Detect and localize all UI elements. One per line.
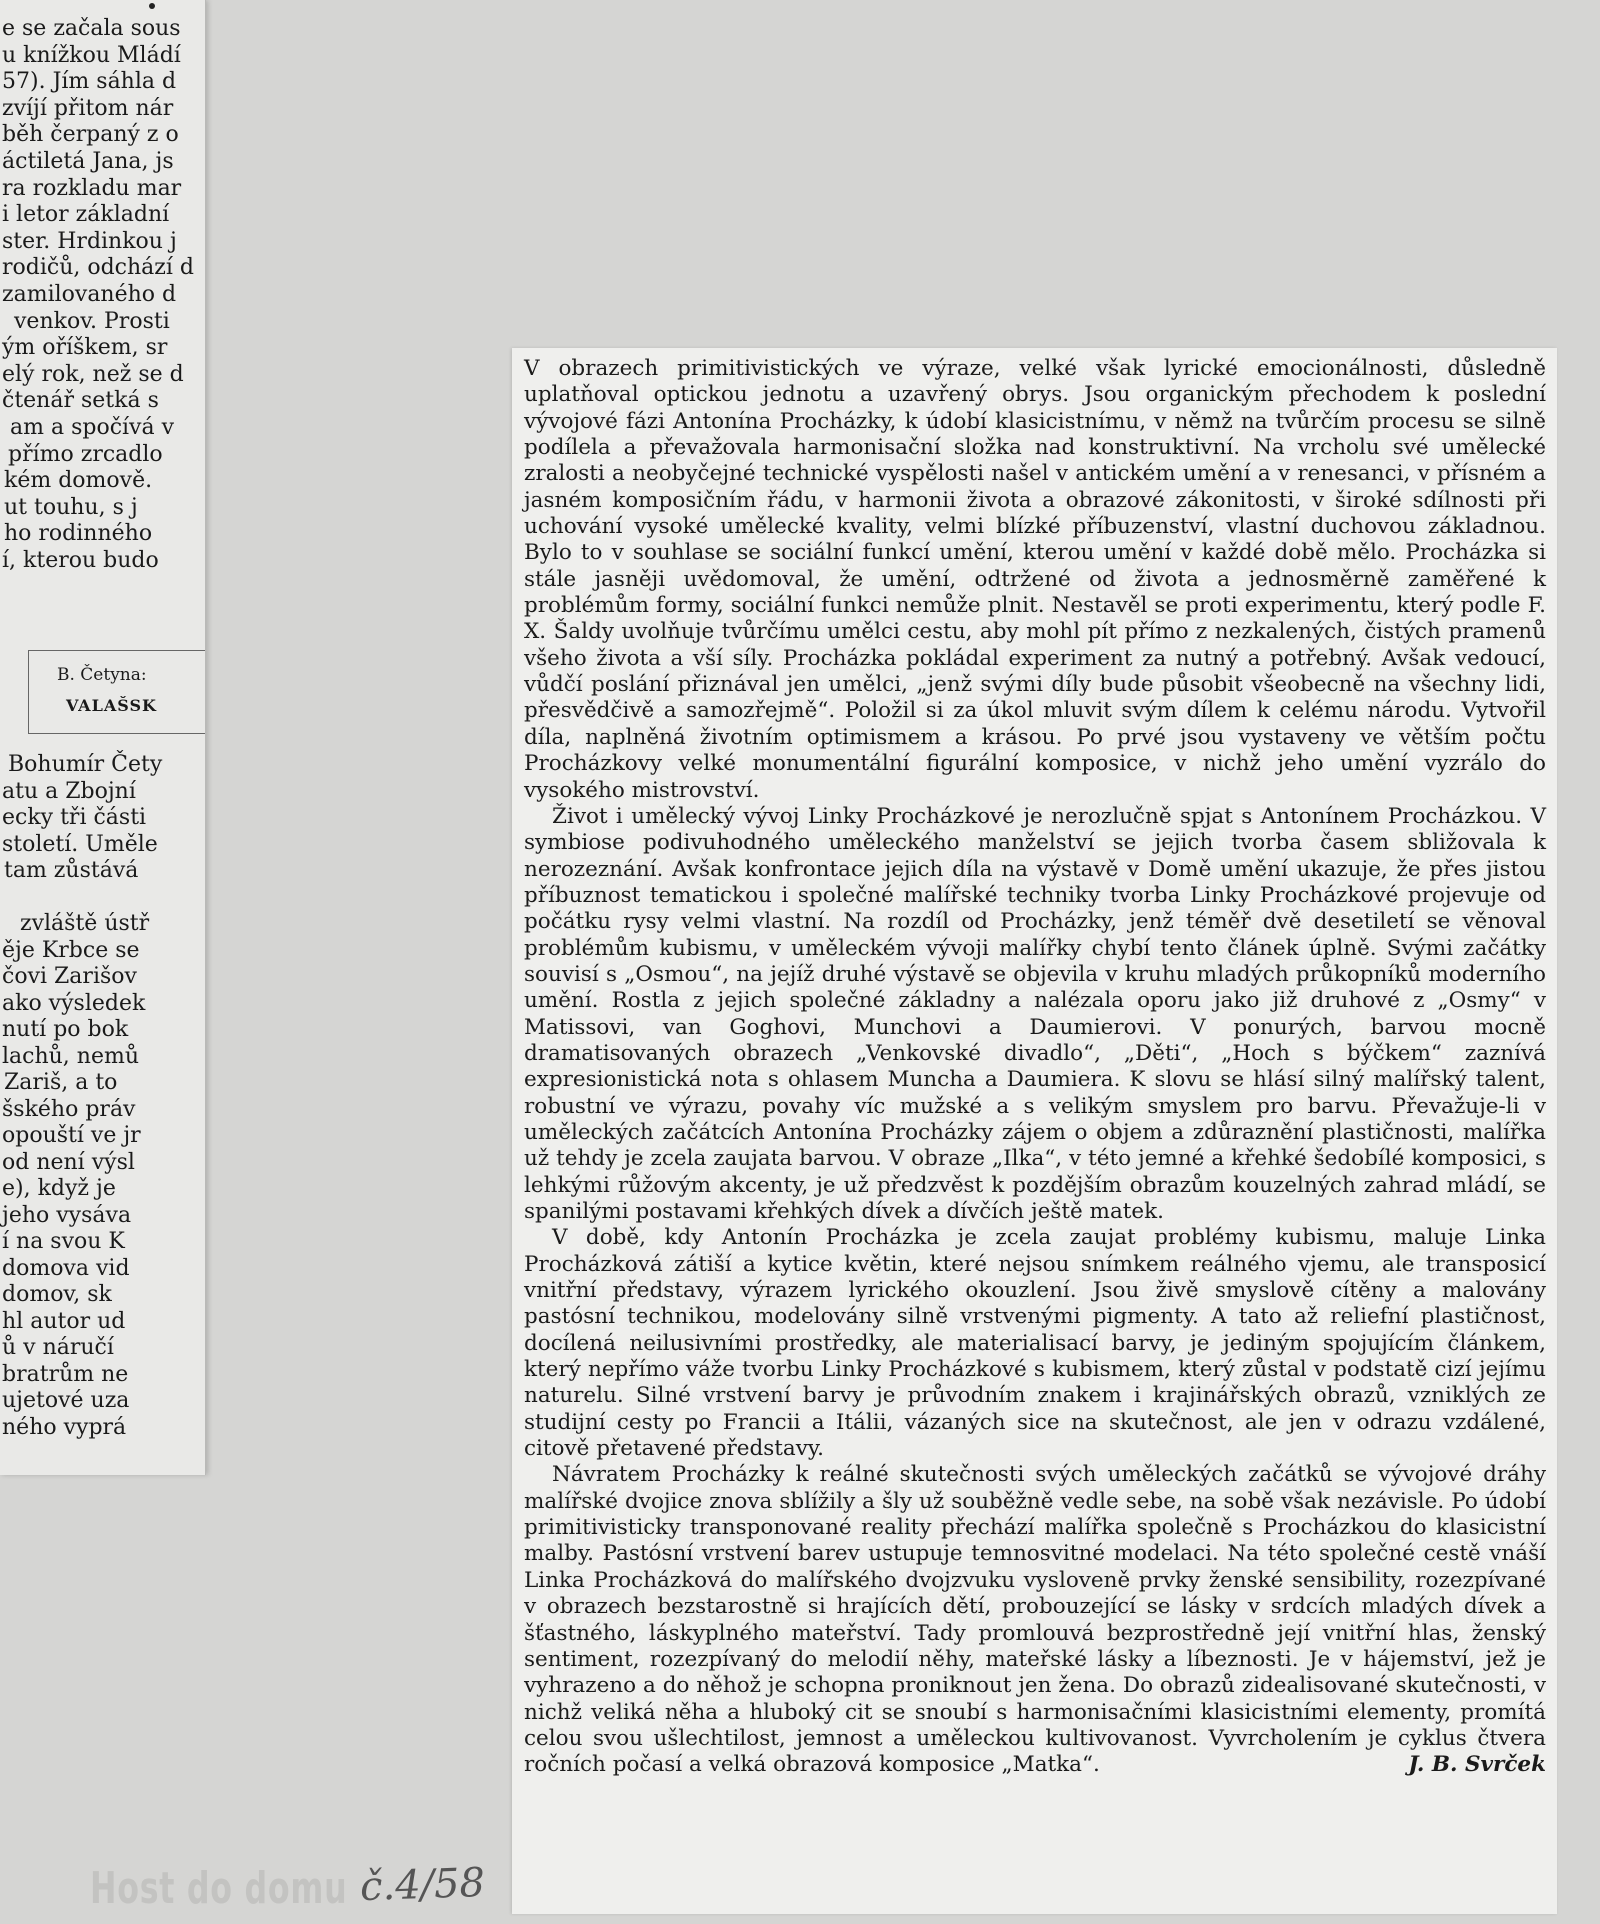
left-column-line: ster. Hrdinkou j <box>2 228 177 254</box>
left-column-line: rodičů, odchází d <box>2 255 194 281</box>
left-column-line: ujetové uza <box>2 1388 130 1413</box>
publication-stamp: Host do domu <box>90 1863 348 1914</box>
review-header-box <box>28 650 206 734</box>
article-paragraph <box>524 1462 1546 1778</box>
left-column-line: i letor základní <box>2 202 170 228</box>
left-column-line: kém domově. <box>4 468 153 494</box>
left-column-line: čovi Zarišov <box>2 964 137 989</box>
left-column-line: ěje Krbce se <box>2 937 140 963</box>
left-column-line: am a spočívá v <box>10 415 175 440</box>
left-column-line: jeho vysáva <box>2 1202 132 1228</box>
left-column-line: čtenář setká s <box>2 388 159 414</box>
left-column-line: ako výsledek <box>2 990 146 1016</box>
left-column-line: ut touhu, s j <box>4 494 138 520</box>
article-paragraph: V době, kdy Antonín Procházka je zcela zaujat problémy kubismu, maluje Linka Procházková zátiší a kytice květin, které nejsou snímkem reálného vjemu, ale transposicí vnitřní představy, výrazem lyrického okouzlení. Jsou živě smyslově cítěny a malovány pastósní technikou, modelovány silně vrstvenými pigmenty. A tato až reliefní plastičnost, docílená neilusivními prostředky, ale materialisací barvy, je jediným spojujícím článkem, který nepřímo váže tvorbu Linky Procházkové s kubismem, který zůstal v podstatě cizí jejímu naturelu. Silné vrstvení barvy je průvodním znakem i krajinářských obrazů, vzniklých ze studijní cesty po Francii a Itálii, vázaných sice na skutečnost, ale jen v odrazu vzdálené, citově přetavené představy. <box>524 1225 1546 1462</box>
ink-dot <box>149 3 155 9</box>
left-column-line: e), když je <box>2 1176 116 1201</box>
left-column-line: 57). Jím sáhla d <box>2 69 177 95</box>
left-column-line: ra rozkladu mar <box>2 175 182 201</box>
author-signature: J. B. Svrček <box>1408 1752 1546 1778</box>
handwritten-issue-note: č.4/58 <box>359 1859 486 1911</box>
left-column-line: Bohumír Čety <box>8 752 163 777</box>
left-column-line: šského práv <box>2 1096 136 1122</box>
left-column-line: hl autor ud <box>2 1308 126 1334</box>
article-final-block <box>524 1462 1546 1778</box>
left-column-line: století. Uměle <box>2 831 158 857</box>
left-column-line: elý rok, než se d <box>2 361 184 387</box>
left-column-line: ým oříškem, sr <box>2 335 168 361</box>
left-column-line: ho rodinného <box>4 521 153 547</box>
left-column-line: ného vyprá <box>2 1414 127 1440</box>
article-paragraph-text: Návratem Procházky k reálné skutečnosti svých uměleckých začátků se vývojové dráhy malířské dvojice znova sblížily a šly už souběžně vedle sebe, na sobě však nezávisle. Po údobí primitivisticky transponované reality přechází malířka společně s Procházkou do klasicistní malby. Pastósní vrstvení barev ustupuje temnosvitné modelaci. Na této společné cestě vnáší Linka Procházková do malířského dvojzvuku vysloveně prvky ženské sensibility, rozezpívané v obrazech bezstarostně si hrajících dětí, probouzející se lásky v srdcích mladých dívek a šťastného, láskyplného mateřství. Tady promlouvá bezprostředně její vnitřní hlas, ženský sentiment, rozezpívaný do melodií něhy, mateřské lásky a líbeznosti. Je v hájemství, jež je vyhrazeno a do něhož je schopna proniknout jen žena. Do obrazů zidealisované skutečnosti, v nichž veliká něha a hluboký cit se snoubí s harmonisačními klasicistními elementy, promítá celou svou ušlechtilost, jemnost a uměleckou kultivovanost. Vyvrcholením je cyklus čtvera ročních počasí a velká obrazová komposice „Matka“. <box>524 1462 1546 1778</box>
left-column-line: přímo zrcadlo <box>8 441 163 467</box>
left-column-line: nutí po bok <box>2 1017 129 1042</box>
left-column-line: bratrům ne <box>2 1361 129 1387</box>
left-column-line: í na svou K <box>2 1229 125 1254</box>
left-column-line: Zariš, a to <box>4 1070 118 1095</box>
left-column-line: domova vid <box>2 1255 130 1281</box>
left-column-line: běh čerpaný z o <box>2 122 179 148</box>
article-clipping <box>512 348 1557 1914</box>
left-column-line: e se začala sous <box>2 16 181 41</box>
review-title: VALAŠSK <box>66 696 157 715</box>
left-column-line: ů v náručí <box>2 1335 114 1360</box>
left-column-line: tam zůstává <box>4 858 139 883</box>
left-column-line: atu a Zbojní <box>2 778 136 804</box>
left-column-line: od není výsl <box>2 1149 135 1175</box>
left-column-line: venkov. Prosti <box>14 308 170 334</box>
article-paragraph: Život i umělecký vývoj Linky Procházkové je nerozlučně spjat s Antonínem Procházkou. V symbiose podivuhodného uměleckého manželství se jejich tvorba časem sbližovala k nerozeznání. Avšak konfrontace jejich díla na výstavě v Domě umění ukazuje, že přes jistou příbuznost tematickou i společné malířské techniky tvorba Linky Procházkové projevuje od počátku rysy velmi vlastní. Na rozdíl od Procházky, jenž téměř dvě desetiletí se věnoval problémům kubismu, v uměleckém vývoji malířky chybí tento článek úplně. Svými začátky souvisí s „Osmou“, na jejíž druhé výstavě se objevila v kruhu mladých průkopníků moderního umění. Rostla z jejich společné základny a nalézala oporu jako již druhové z „Osmy“ v Matissovi, van Goghovi, Munchovi a Daumierovi. V ponurých, barvou mocně dramatisovaných obrazech „Venkovské divadlo“, „Děti“, „Hoch s býčkem“ zaznívá expresionistická nota s ohlasem Muncha a Daumiera. K slovu se hlásí silný malířský talent, robustní ve výrazu, povahy víc mužské a s velikým smyslem pro barvu. Převažuje-li v uměleckých začátcích Antonína Procházky zájem o objem a zdůraznění plastičnosti, malířka už tehdy je zcela zaujata barvou. V obraze „Ilka“, v této jemné a křehké šedobílé komposici, s lehkými růžovým akcenty, je už předzvěst k pozdějším obrazům kouzelných zahrad mládí, se spanilými postavami křehkých dívek a dívčích ještě matek. <box>524 803 1546 1224</box>
left-column-line: opouští ve jr <box>2 1123 141 1148</box>
left-column-line: zvláště ústř <box>20 911 150 936</box>
left-column-line: zamilovaného d <box>2 282 177 307</box>
left-column-line: u knížkou Mládí <box>2 42 181 68</box>
review-author: B. Četyna: <box>57 665 147 685</box>
left-column-line: í, kterou budo <box>2 548 159 573</box>
left-column-line: lachů, nemů <box>2 1043 140 1069</box>
left-column-line: domov, sk <box>2 1282 112 1307</box>
left-column-line: ecky tři části <box>2 805 147 830</box>
left-column-line: áctiletá Jana, js <box>2 149 174 174</box>
article-body <box>524 356 1546 1779</box>
left-column-line: zvíjí přitom nár <box>2 95 174 121</box>
left-column-clipping <box>0 0 206 1475</box>
article-paragraph: V obrazech primitivistických ve výraze, velké však lyrické emocionálnosti, důsledně uplatňoval optickou jednotu a uzavřený obrys. Jsou organickým přechodem k poslední vývojové fázi Antonína Procházky, k údobí klasicistnímu, v němž na tvůrčím procesu se silně podílela a převažovala harmonisační složka nad konstruktivní. Na vrcholu své umělecké zralosti a neobyčejné technické vyspělosti našel v antickém umění a v renesanci, v přísném a jasném komposičním řádu, v harmonii života a obrazové zákonitosti, v široké sdílnosti při uchování vysoké umělecké kvality, velmi blízké příbuzenství, vlastní duchovou základnou. Bylo to v souhlase se sociální funkcí umění, kterou umění v každé době mělo. Procházka si stále jasněji uvědomoval, že umění, odtržené od života a jednosměrně zaměřené k problémům formy, sociální funkci nemůže plnit. Nestavěl se proti experimentu, který podle F. X. Šaldy uvolňuje tvůrčímu umělci cestu, aby mohl pít přímo z nezkalených, čistých pramenů všeho života a vší síly. Procházka pokládal experiment za nutný a potřebný. Avšak vedoucí, vůdčí poslání přiznával jen umělci, „jenž svými díly bude působit všeobecně na všechny lidi, přesvědčivě a samozřejmě“. Položil si za úkol mluvit svým dílem k celému národu. Vytvořil díla, naplněná životním optimismem a krásou. Po prvé jsou vystaveny ve větším počtu Procházkovy velké monumentální figurální komposice, v nichž jeho umění vyzrálo do vysokého mistrovství. <box>524 356 1546 803</box>
